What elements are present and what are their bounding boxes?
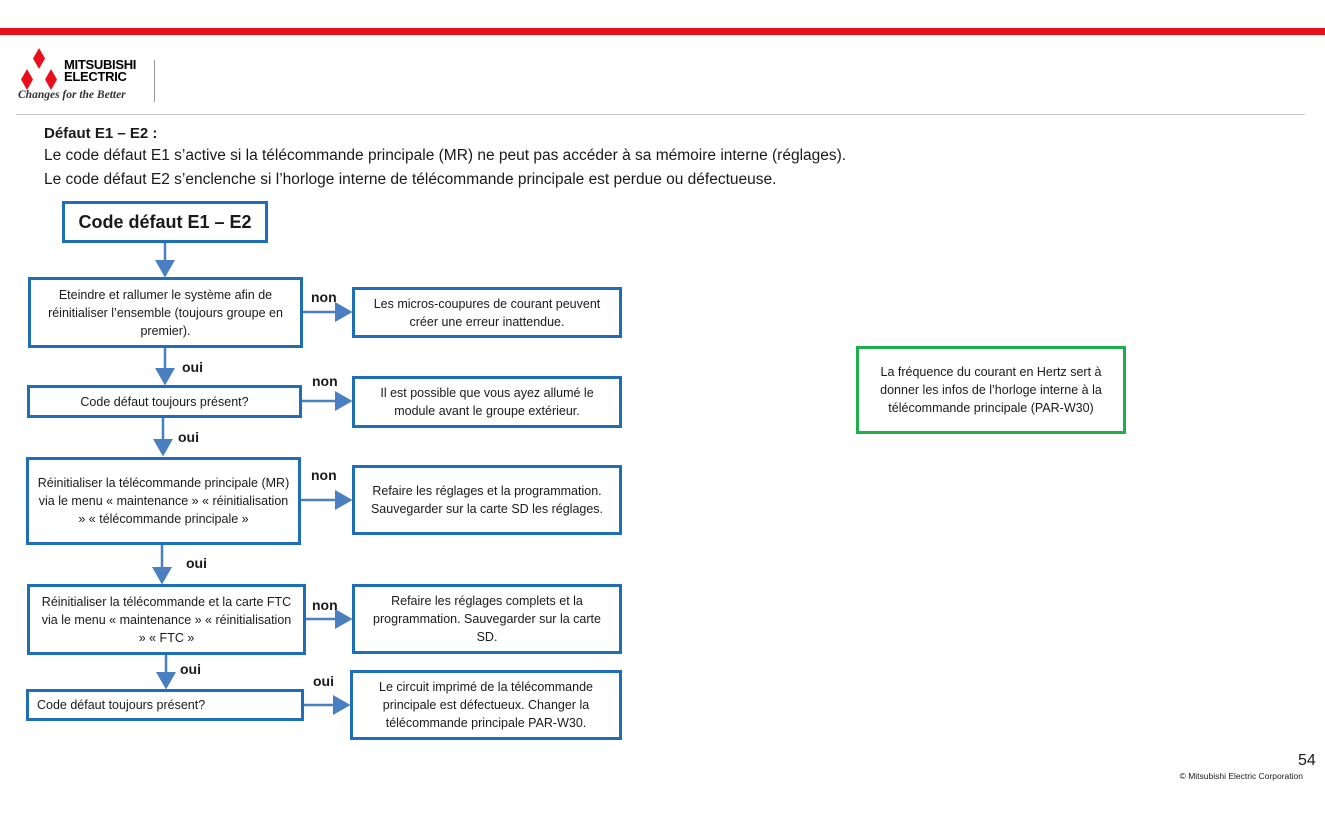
result-4-text: Refaire les réglages complets et la programmation. Sauvegarder sur la carte SD. bbox=[373, 594, 601, 644]
intro-line-e1: Le code défaut E1 s’active si la télécommande principale (MR) ne peut pas accéder à sa mémoire interne (réglages). bbox=[44, 147, 847, 164]
step-3-text: Réinitialiser la télécommande principale (MR) via le menu « maintenance » « réinitialisation » « télécommande principale » bbox=[37, 476, 290, 526]
result-2-text: Il est possible que vous ayez allumé le module avant le groupe extérieur. bbox=[380, 386, 594, 418]
result-4-box bbox=[352, 584, 622, 654]
label-non-1: non bbox=[311, 289, 337, 305]
step-3-box bbox=[26, 457, 301, 545]
flow-title: Code défaut E1 – E2 bbox=[78, 212, 252, 232]
label-non-2: non bbox=[312, 373, 338, 389]
brand-line-1: MITSUBISHI bbox=[64, 57, 137, 72]
flow-title-box bbox=[62, 201, 268, 243]
step-5-box bbox=[26, 689, 304, 721]
result-1-box bbox=[352, 287, 622, 338]
step-2-text: Code défaut toujours présent? bbox=[80, 394, 249, 409]
label-oui-2: oui bbox=[178, 429, 199, 445]
result-1-text: Les micros-coupures de courant peuvent créer une erreur inattendue. bbox=[373, 296, 601, 329]
step-2-box bbox=[27, 385, 302, 418]
result-5-text: Le circuit imprimé de la télécommande principale est défectueux. Changer la télécommande principale PAR-W30. bbox=[379, 680, 593, 730]
copyright: © Mitsubishi Electric Corporation bbox=[1179, 771, 1303, 781]
label-non-3: non bbox=[311, 467, 337, 483]
result-3-text: Refaire les réglages et la programmation. Sauvegarder sur la carte SD les réglages. bbox=[370, 484, 604, 516]
label-oui-5: oui bbox=[313, 673, 334, 689]
brand-tagline: Changes for the Better bbox=[18, 89, 126, 101]
step-1-text: Eteindre et rallumer le système afin de réinitialiser l’ensemble (toujours groupe en premier). bbox=[48, 287, 283, 338]
note-box bbox=[856, 346, 1126, 434]
page-number: 54 bbox=[1298, 752, 1316, 769]
label-non-4: non bbox=[312, 597, 338, 613]
intro-title: Défaut E1 – E2 : bbox=[44, 125, 158, 142]
step-4-text: Réinitialiser la télécommande et la carte FTC via le menu « maintenance » « réinitialisation » « FTC » bbox=[41, 594, 292, 645]
step-5-text: Code défaut toujours présent? bbox=[37, 698, 206, 712]
step-4-box bbox=[27, 584, 306, 655]
result-2-box bbox=[352, 376, 622, 428]
brand-line-2: ELECTRIC bbox=[64, 69, 127, 84]
result-5-box bbox=[350, 670, 622, 740]
intro-line-e2: Le code défaut E2 s’enclenche si l’horloge interne de télécommande principale est perdue ou défectueuse. bbox=[44, 171, 777, 188]
result-3-box bbox=[352, 465, 622, 535]
step-1-box bbox=[28, 277, 303, 348]
note-text: La fréquence du courant en Hertz sert à donner les infos de l’horloge interne à la télécommande principale (PAR-W30) bbox=[880, 365, 1102, 415]
label-oui-3: oui bbox=[186, 555, 207, 571]
label-oui-4: oui bbox=[180, 661, 201, 677]
label-oui-1: oui bbox=[182, 359, 203, 375]
